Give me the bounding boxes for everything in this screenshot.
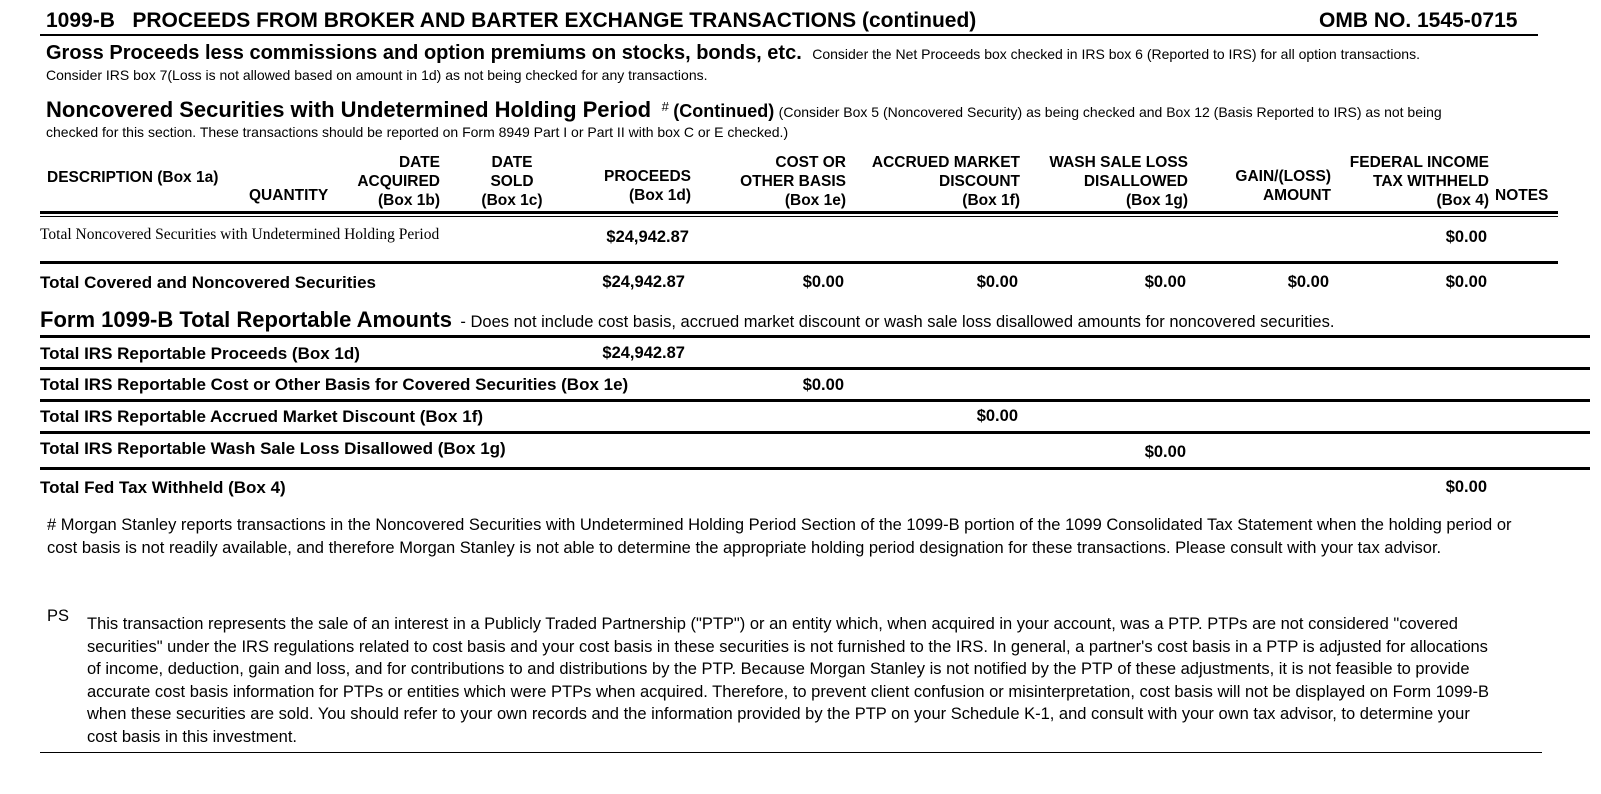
gross-proceeds-line — [46, 42, 1420, 65]
section-note-2: checked for this section. These transactions should be reported on Form 8949 Part I or Part II with box C or E checked.) — [46, 124, 789, 140]
section-note: (Consider Box 5 (Noncovered Security) as being checked and Box 12 (Basis Reported to IRS) as not being — [778, 104, 1442, 120]
noncovered-total-label: Total Noncovered Securities with Undetermined Holding Period — [40, 226, 440, 243]
gross-proceeds-heading: Gross Proceeds less commissions and option premiums on stocks, bonds, etc. — [46, 42, 802, 64]
col-wash-sale: WASH SALE LOSS DISALLOWED (Box 1g) — [1049, 154, 1188, 209]
reportable-federal-value: $0.00 — [1445, 478, 1487, 496]
col-gain-loss: GAIN/(LOSS) AMOUNT — [1235, 168, 1331, 204]
noncovered-total-proceeds: $24,942.87 — [606, 228, 689, 246]
noncovered-total-federal: $0.00 — [1445, 228, 1487, 246]
section-marker: # — [661, 98, 669, 114]
combined-total-gain: $0.00 — [1287, 273, 1329, 291]
reportable-accrued-label: Total IRS Reportable Accrued Market Discount (Box 1f) — [40, 407, 484, 426]
reportable-heading-line — [40, 307, 1334, 333]
section-heading-line — [46, 97, 1442, 123]
combined-total-proceeds: $24,942.87 — [602, 273, 685, 291]
col-notes: NOTES — [1495, 187, 1549, 204]
reportable-subheading: - Does not include cost basis, accrued market discount or wash sale loss disallowed amounts for noncovered securities. — [460, 313, 1335, 331]
footnote-ps-code: PS — [47, 607, 70, 625]
combined-total-federal: $0.00 — [1445, 273, 1487, 291]
section-heading: Noncovered Securities with Undetermined Holding Period — [46, 97, 652, 122]
col-federal-withheld: FEDERAL INCOME TAX WITHHELD (Box 4) — [1349, 154, 1489, 209]
combined-total-accrued: $0.00 — [976, 273, 1018, 291]
combined-total-cost: $0.00 — [802, 273, 844, 291]
combined-total-wash: $0.00 — [1144, 273, 1186, 291]
section-continued: (Continued) — [673, 101, 775, 121]
gross-proceeds-note-2: Consider IRS box 7(Loss is not allowed based on amount in 1d) as not being checked for any transactions. — [46, 67, 708, 83]
form-title: 1099-B PROCEEDS FROM BROKER AND BARTER EXCHANGE TRANSACTIONS (continued) — [46, 9, 977, 32]
col-proceeds: PROCEEDS (Box 1d) — [604, 168, 691, 204]
col-quantity: QUANTITY — [249, 187, 329, 204]
reportable-cost-label: Total IRS Reportable Cost or Other Basis for Covered Securities (Box 1e) — [40, 375, 629, 394]
reportable-cost-value: $0.00 — [802, 376, 844, 394]
reportable-proceeds-value: $24,942.87 — [602, 344, 685, 362]
footer-rule — [40, 752, 1542, 753]
reportable-heading: Form 1099-B Total Reportable Amounts — [40, 307, 452, 332]
row-rule-2 — [40, 335, 1590, 338]
row-rule-6 — [40, 467, 1590, 470]
header-rule-thick — [40, 211, 1558, 214]
reportable-accrued-value: $0.00 — [976, 407, 1018, 425]
row-rule-5 — [40, 431, 1590, 434]
footnote-ps: This transaction represents the sale of an interest in a Publicly Traded Partnership ("PTP") or an entity which, when acquired in your account, was a PTP. PTPs are not considered "covered securities" under the IRS regulations related to cost basis and your cost basis in these securities is not furnished to the IRS. In general, a partner's cost basis in a PTP is adjusted for allocations of income, deduction, gain and loss, and for contributions to and distributions by the PTP. Because Morgan Stanley is not notified by the PTP of these adjustments, it is not feasible to provide accurate cost basis information for PTPs or entities which were PTPs when acquired. Therefore, to prevent client confusion or misinterpretation, cost basis will not be displayed on Form 1099-B when these securities are sold. You should refer to your own records and the information provided by the PTP on your Schedule K-1, and consult with your own tax advisor, to determine your cost basis in this investment. — [87, 615, 1489, 746]
footnote-hash: # Morgan Stanley reports transactions in the Noncovered Securities with Undetermined Holding Period Section of the 1099-B portion of the 1099 Consolidated Tax Statement when the holding period or cost basis is not readily available, and therefore Morgan Stanley is not able to determine the appropriate holding period designation for these transactions. Please consult with your tax advisor. — [47, 516, 1512, 557]
col-date-acquired: DATE ACQUIRED (Box 1b) — [357, 154, 440, 209]
row-rule-4 — [40, 399, 1590, 402]
col-accrued-discount: ACCRUED MARKET DISCOUNT (Box 1f) — [871, 154, 1020, 209]
combined-total-label: Total Covered and Noncovered Securities — [40, 273, 376, 292]
reportable-wash-value: $0.00 — [1144, 443, 1186, 461]
omb-number: OMB NO. 1545-0715 — [1319, 9, 1518, 32]
header-rule-thin — [40, 216, 1558, 217]
reportable-federal-label: Total Fed Tax Withheld (Box 4) — [40, 478, 286, 497]
col-description: DESCRIPTION (Box 1a) — [47, 169, 219, 186]
col-date-sold: DATE SOLD (Box 1c) — [481, 154, 543, 209]
row-rule-3 — [40, 367, 1590, 370]
row-rule-1 — [40, 261, 1558, 264]
title-underline — [40, 34, 1538, 36]
reportable-wash-label: Total IRS Reportable Wash Sale Loss Disallowed (Box 1g) — [40, 439, 506, 458]
reportable-proceeds-label: Total IRS Reportable Proceeds (Box 1d) — [40, 344, 360, 363]
gross-proceeds-note: Consider the Net Proceeds box checked in IRS box 6 (Reported to IRS) for all option transactions. — [812, 46, 1420, 62]
col-cost-basis: COST OR OTHER BASIS (Box 1e) — [740, 154, 846, 209]
